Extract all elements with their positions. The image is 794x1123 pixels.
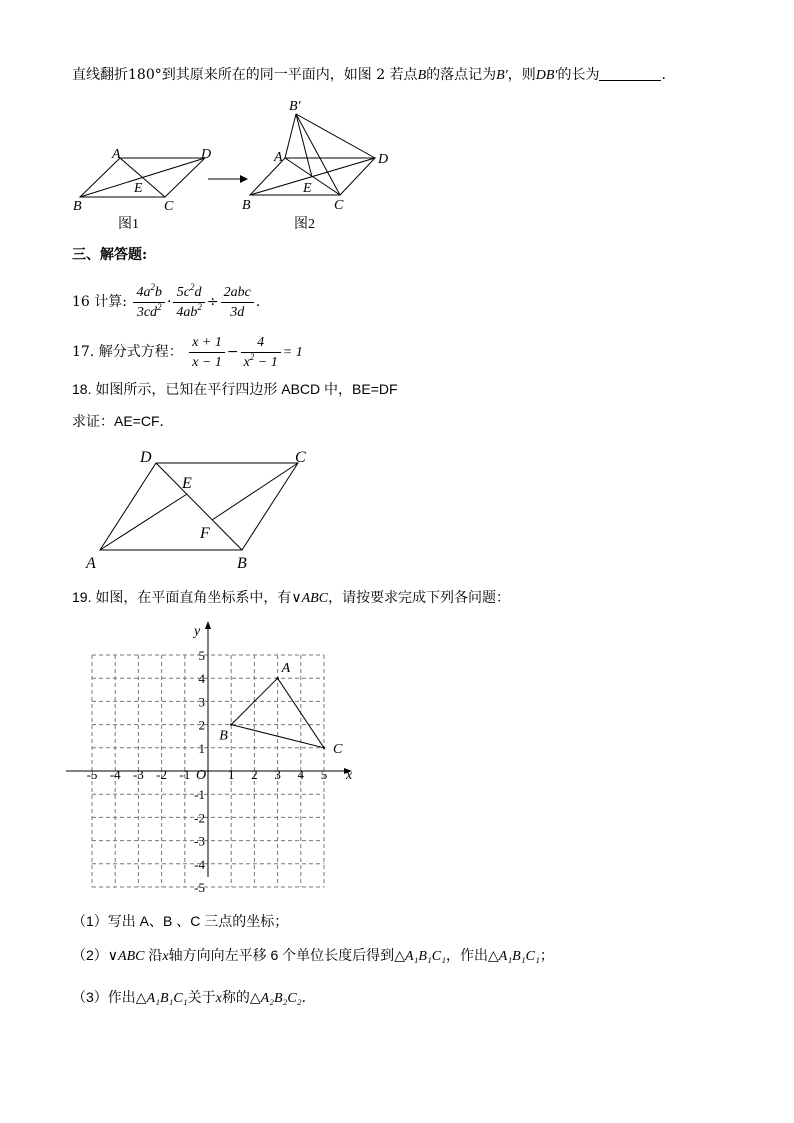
section-title: 三、解答题: bbox=[72, 247, 148, 263]
y-tick-label: 5 bbox=[198, 648, 205, 663]
question-number: 16 bbox=[72, 294, 90, 310]
question-17 bbox=[72, 330, 303, 374]
y-tick-label: 3 bbox=[198, 694, 205, 710]
label-d: D bbox=[201, 147, 212, 162]
label-c: C bbox=[334, 198, 344, 213]
fraction-1: $\frac{4a^2b}{3cd^2}$ bbox=[133, 284, 165, 321]
y-tick-label: -4 bbox=[194, 856, 205, 872]
question-number: 17. bbox=[72, 344, 95, 360]
y-axis-arrow-icon bbox=[205, 621, 211, 629]
segment-bpa bbox=[285, 114, 296, 158]
x-tick-label: 2 bbox=[251, 767, 258, 782]
x-tick-label: 4 bbox=[297, 767, 305, 782]
label-b-prime: B′ bbox=[289, 99, 301, 114]
label-b: B bbox=[237, 555, 247, 572]
label-b: B bbox=[242, 198, 251, 213]
y-tick-label: -3 bbox=[194, 833, 205, 849]
y-tick-label: -2 bbox=[194, 810, 205, 826]
point-c bbox=[323, 747, 325, 749]
fraction-2: $\frac{4}{x^2 - 1}$ bbox=[241, 334, 281, 371]
sub-question-3: （3）作出△A₁B₁C₁关于x称的△A₂B₂C₂． bbox=[72, 989, 316, 1006]
label-a: A bbox=[274, 150, 283, 165]
y-tick-label: 2 bbox=[198, 717, 205, 733]
question-label: 计算: bbox=[94, 294, 127, 310]
y-tick-label: -1 bbox=[194, 787, 205, 803]
sub-question-2: （2）∨ABC 沿x轴方向向左平移 6 个单位长度后得到△A₁B₁C₁，作出△A₁B₁C₁； bbox=[72, 947, 554, 964]
point-label: B′ bbox=[496, 68, 508, 83]
coordinate-plane bbox=[70, 615, 370, 900]
operator: − bbox=[226, 344, 239, 360]
x-tick-label: 5 bbox=[320, 767, 328, 782]
label-c: C bbox=[164, 199, 174, 214]
figure-2 bbox=[240, 95, 400, 235]
fraction-3: $\frac{\text{2abc}}{3d}$ bbox=[221, 284, 254, 321]
question-18-line2: 求证：AE=CF． bbox=[72, 413, 174, 429]
x-tick-label: -2 bbox=[156, 767, 168, 782]
point-b bbox=[230, 723, 232, 725]
question-19 bbox=[72, 588, 510, 608]
figure-caption: 图1 bbox=[118, 217, 139, 232]
point-label-a: A bbox=[281, 661, 291, 677]
fraction-2: $\frac{5c^2d}{4ab^2}$ bbox=[173, 284, 205, 321]
angle-value: 180° bbox=[128, 67, 162, 83]
intro-text: ，则 bbox=[507, 67, 536, 83]
operator: · bbox=[166, 294, 172, 310]
question-label: 解分式方程： bbox=[98, 344, 183, 360]
point-label-b: B bbox=[219, 728, 228, 744]
label-a: A bbox=[112, 147, 121, 162]
diagonal-bd bbox=[250, 158, 375, 195]
label-d: D bbox=[140, 449, 152, 466]
label-e: E bbox=[134, 181, 143, 196]
diagonal-db bbox=[156, 463, 242, 550]
label-c: C bbox=[295, 449, 306, 466]
x-tick-label: -1 bbox=[179, 767, 191, 782]
question-16 bbox=[72, 280, 260, 324]
y-tick-label: 1 bbox=[198, 740, 205, 756]
sub-question-1: （1）写出 A、B 、C 三点的坐标； bbox=[72, 913, 289, 929]
intro-text: 到其原来所在的同一平面内，如图 bbox=[161, 67, 372, 83]
y-axis-label: y bbox=[194, 624, 201, 639]
point-label: B bbox=[417, 68, 427, 83]
label-d: D bbox=[378, 152, 389, 167]
x-tick-label: 1 bbox=[227, 767, 235, 782]
label-b: B bbox=[73, 199, 82, 214]
label-a: A bbox=[86, 555, 96, 572]
label-f: F bbox=[200, 525, 210, 542]
x-axis-label: x bbox=[346, 768, 353, 783]
y-tick-label: -5 bbox=[194, 880, 205, 895]
intro-text: . bbox=[661, 67, 666, 83]
figure-caption: 图2 bbox=[294, 217, 315, 232]
figure-number: 2 bbox=[376, 67, 386, 83]
segment-ae bbox=[100, 494, 187, 550]
answer-blank[interactable] bbox=[599, 66, 661, 81]
triangle-label: ∨ABC bbox=[291, 591, 329, 606]
question-text: ，请按要求完成下列各问题： bbox=[328, 589, 511, 605]
origin-label: O bbox=[196, 768, 207, 783]
segment-cf bbox=[212, 463, 298, 520]
intro-text: 的长为 bbox=[557, 67, 600, 83]
segment-label: DB′ bbox=[535, 68, 558, 83]
x-tick-label: -5 bbox=[86, 767, 98, 782]
figure-parallelogram-abcd bbox=[80, 445, 340, 575]
operator: ÷ bbox=[206, 294, 219, 310]
point-label-c: C bbox=[333, 741, 343, 757]
question-text: 19. 如图，在平面直角坐标系中，有 bbox=[72, 589, 292, 605]
point-a bbox=[276, 677, 278, 679]
x-tick-label: 3 bbox=[274, 767, 281, 782]
equation-rhs: = 1 bbox=[282, 345, 303, 360]
intro-text: 的落点记为 bbox=[426, 67, 497, 83]
intro-text: 直线翻折 bbox=[72, 67, 128, 83]
fraction-1: $\frac{x + 1}{x - 1}$ bbox=[189, 334, 225, 371]
y-tick-label: 4 bbox=[198, 671, 205, 687]
end-mark: . bbox=[255, 294, 261, 310]
x-tick-label: -3 bbox=[132, 767, 144, 782]
x-tick-label: -4 bbox=[109, 767, 121, 782]
intro-text: 若点 bbox=[389, 67, 418, 83]
figure-1 bbox=[70, 140, 210, 235]
intro-line bbox=[72, 66, 666, 85]
question-18-line1: 18. 如图所示，已知在平行四边形 ABCD 中，BE=DF bbox=[72, 381, 398, 397]
label-e: E bbox=[182, 475, 192, 492]
label-e: E bbox=[303, 181, 312, 196]
